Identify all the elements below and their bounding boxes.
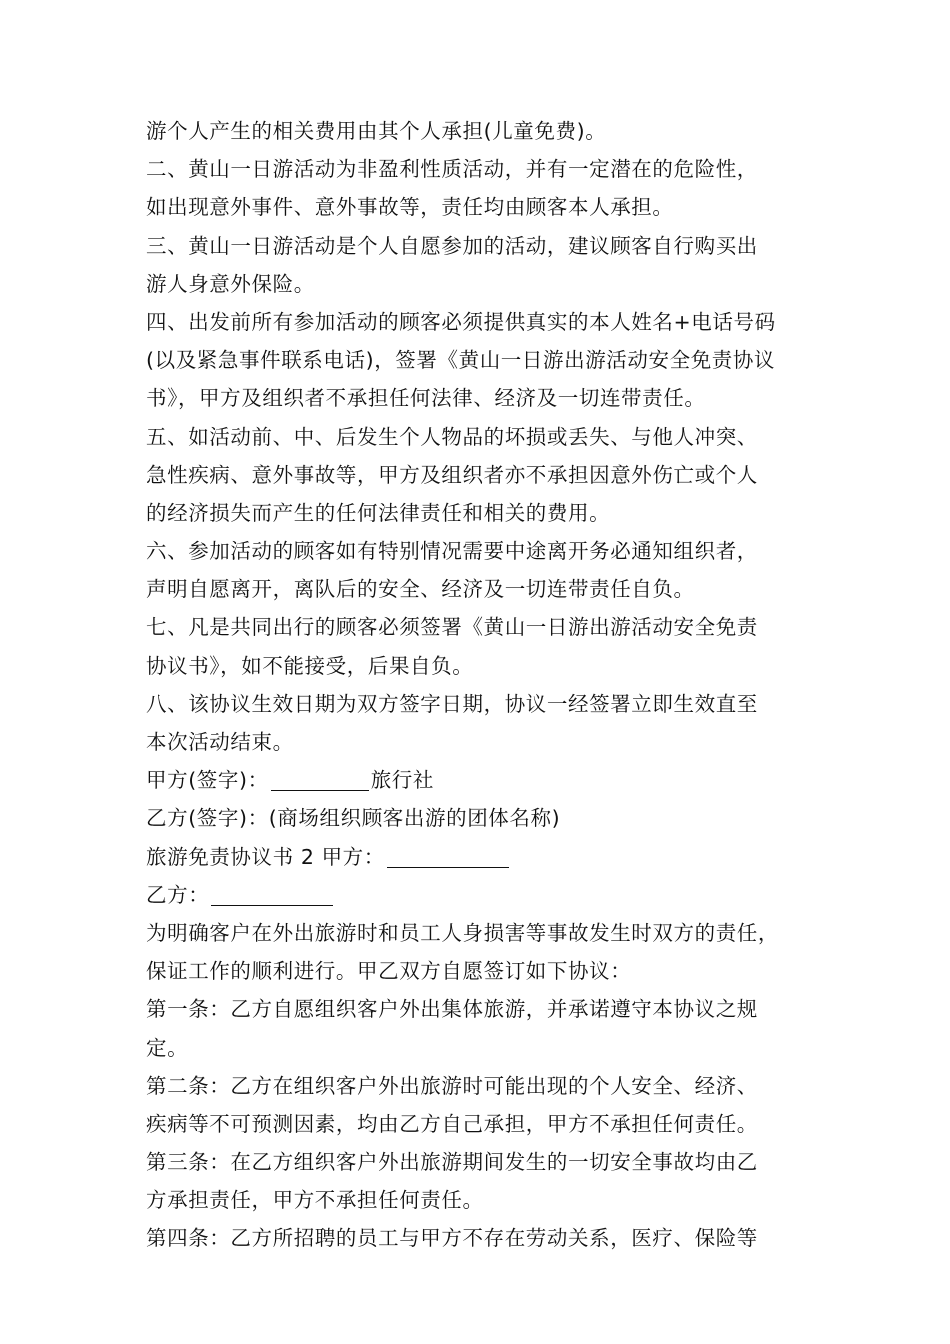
doc2-party-b-blank <box>211 883 333 906</box>
text-line: 第四条：乙方所招聘的员工与甲方不存在劳动关系，医疗、保险等 <box>146 1226 758 1251</box>
party-a-label: 甲方(签字)： <box>146 768 269 793</box>
text-line: 的经济损失而产生的任何法律责任和相关的费用。 <box>146 500 611 525</box>
text-line: 如出现意外事件、意外事故等，责任均由顾客本人承担。 <box>146 195 674 220</box>
doc2-title: 旅游免责协议书 2 甲方： <box>146 844 385 869</box>
text-line: 第一条：乙方自愿组织客户外出集体旅游，并承诺遵守本协议之规 <box>146 997 758 1022</box>
text-line: 方承担责任，甲方不承担任何责任。 <box>146 1188 484 1213</box>
doc2-party-b-label: 乙方： <box>146 882 210 907</box>
text-line: 四、出发前所有参加活动的顾客必须提供真实的本人姓名+电话号码 <box>146 309 776 334</box>
text-line: 游个人产生的相关费用由其个人承担(儿童免费)。 <box>146 119 607 143</box>
text-line: 定。 <box>146 1035 189 1060</box>
text-line: 本次活动结束。 <box>146 730 294 754</box>
text-line: 五、如活动前、中、后发生个人物品的坏损或丢失、与他人冲突、 <box>146 424 758 449</box>
doc2-title-line <box>146 838 816 876</box>
text-line: 三、黄山一日游活动是个人自愿参加的活动，建议顾客自行购买出 <box>146 233 758 258</box>
text-line: 七、凡是共同出行的顾客必须签署《黄山一日游出游活动安全免责 <box>146 615 758 640</box>
text-line: 八、该协议生效日期为双方签字日期，协议一经签署立即生效直至 <box>146 691 758 716</box>
text-line: 六、参加活动的顾客如有特别情况需要中途离开务必通知组织者， <box>146 539 758 564</box>
text-line: 第三条：在乙方组织客户外出旅游期间发生的一切安全事故均由乙 <box>146 1150 758 1175</box>
text-line: 书》，甲方及组织者不承担任何法律、经济及一切连带责任。 <box>146 386 706 411</box>
text-line: 二、黄山一日游活动为非盈利性质活动，并有一定潜在的危险性， <box>146 157 758 182</box>
text-line: (以及紧急事件联系电话)，签署《黄山一日游出游活动安全免责协议 <box>146 348 776 373</box>
text-line: 保证工作的顺利进行。甲乙双方自愿签订如下协议： <box>146 959 632 984</box>
document-page <box>146 112 816 1258</box>
party-a-suffix: 旅行社 <box>370 768 435 793</box>
party-a-blank <box>271 768 369 791</box>
text-line: 协议书》，如不能接受，后果自负。 <box>146 653 474 678</box>
doc2-party-a-blank <box>387 845 509 868</box>
party-b-signature-line: 乙方(签字)：(商场组织顾客出游的团体名称) <box>146 806 561 831</box>
text-line: 游人身意外保险。 <box>146 271 315 296</box>
text-line: 声明自愿离开，离队后的安全、经济及一切连带责任自负。 <box>146 577 695 602</box>
doc2-party-b-line <box>146 876 816 914</box>
party-a-signature-line <box>146 761 816 799</box>
text-line: 疾病等不可预测因素，均由乙方自己承担，甲方不承担任何责任。 <box>146 1111 758 1136</box>
text-line: 为明确客户在外出旅游时和员工人身损害等事故发生时双方的责任， <box>146 920 779 945</box>
text-line: 第二条：乙方在组织客户外出旅游时可能出现的个人安全、经济、 <box>146 1073 758 1098</box>
text-line: 急性疾病、意外事故等，甲方及组织者亦不承担因意外伤亡或个人 <box>146 462 758 487</box>
